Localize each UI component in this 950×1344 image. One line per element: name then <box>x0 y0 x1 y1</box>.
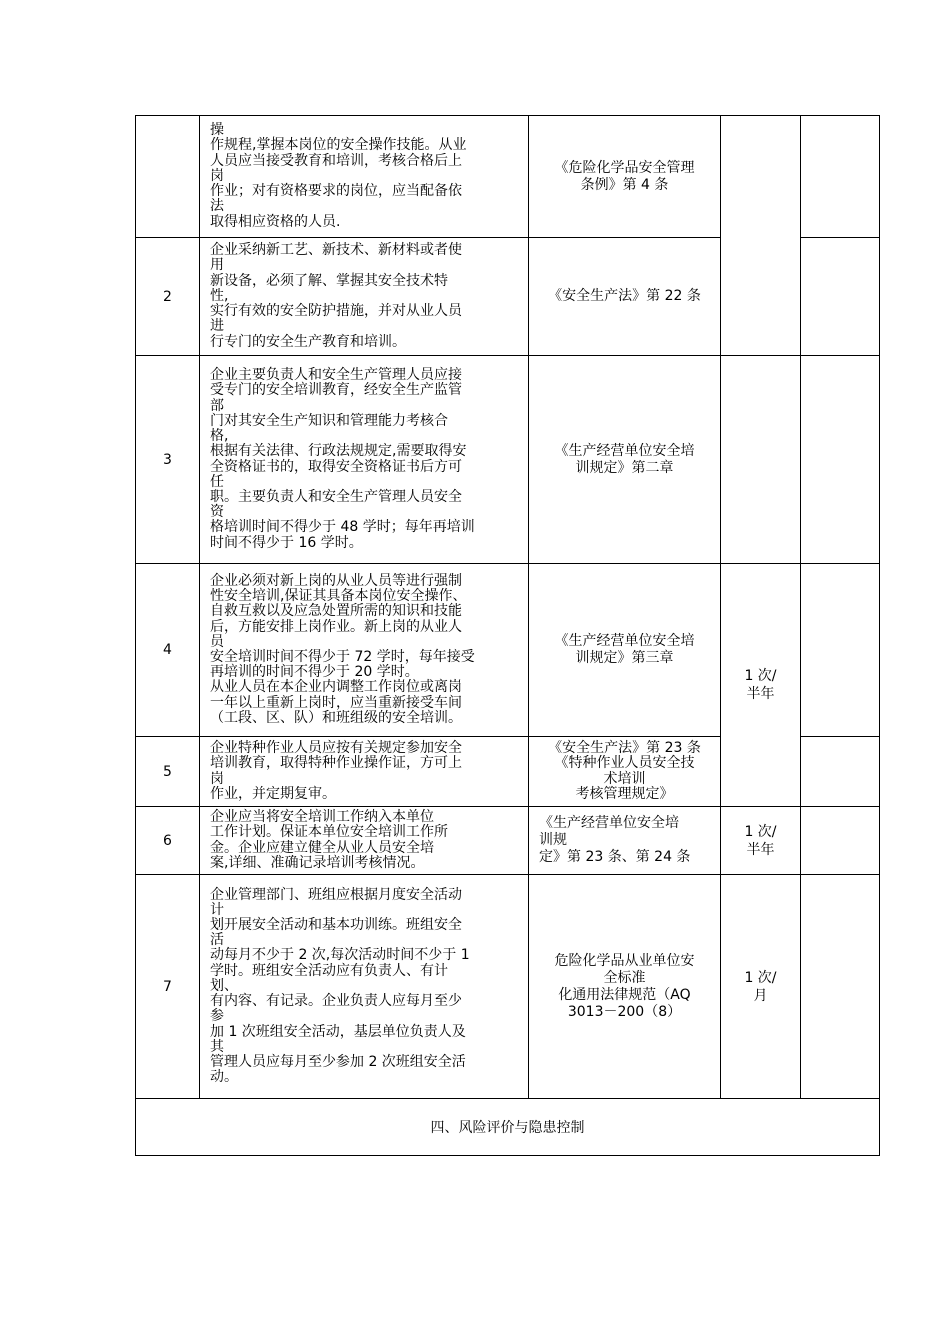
basis-line: 《安全生产法》第 23 条 <box>548 739 701 756</box>
text-line: 参 <box>210 1008 224 1025</box>
text-line: 企业主要负责人和安全生产管理人员应接 <box>210 367 462 384</box>
section-title: 四、风险评价与隐患控制 <box>136 1099 880 1156</box>
remarks-cell <box>801 356 880 564</box>
text-line: 其 <box>210 1038 224 1055</box>
remarks-cell <box>801 875 880 1099</box>
text-line: 时间不得少于 16 学时。 <box>210 534 363 551</box>
text-line: 培训教育，取得特种作业操作证，方可上 <box>210 755 462 772</box>
text-line: 进 <box>210 318 224 335</box>
legal-basis <box>529 356 721 564</box>
text-line: 企业必须对新上岗的从业人员等进行强制 <box>210 572 462 589</box>
basis-line: 训规定》第二章 <box>575 459 674 476</box>
frequency-line: 半年 <box>746 841 775 858</box>
row-number <box>136 116 200 238</box>
basis-line: 《生产经营单位安全培 <box>554 442 695 459</box>
frequency-line: 1 次/ <box>744 668 777 684</box>
text-line: 资 <box>210 504 224 521</box>
basis-line: 考核管理规定》 <box>575 786 674 802</box>
basis-line: 《生产经营单位安全培 <box>554 633 695 649</box>
legal-basis <box>529 564 721 737</box>
row-number: 4 <box>136 564 200 737</box>
text-line: 有内容、有记录。企业负责人应每月至少 <box>210 993 462 1010</box>
text-line: 门对其安全生产知识和管理能力考核合 <box>210 412 448 429</box>
text-line: 法 <box>210 198 224 215</box>
text-line: 动。 <box>210 1069 238 1086</box>
text-line: 作业，并定期复审。 <box>210 785 336 802</box>
requirement-text <box>200 116 529 238</box>
text-line: 根据有关法律、行政法规规定,需要取得安 <box>210 443 467 460</box>
legal-basis <box>529 807 721 875</box>
remarks-cell <box>801 807 880 875</box>
remarks-cell <box>801 238 880 356</box>
basis-line: 定》第 23 条、第 24 条 <box>539 849 691 865</box>
remarks-cell <box>801 564 880 737</box>
basis-line: 《生产经营单位安全培 <box>539 815 679 831</box>
text-line: 加 1 次班组安全活动，基层单位负责人及 <box>210 1023 466 1040</box>
requirement-text <box>200 238 529 356</box>
text-line: 行专门的安全生产教育和培训。 <box>210 333 406 350</box>
frequency-cell <box>721 356 801 564</box>
basis-line: 训规 <box>539 832 567 848</box>
text-line: 作规程,掌握本岗位的安全操作技能。从业 <box>210 137 467 154</box>
table-row <box>136 875 880 1099</box>
text-line: 动每月不少于 2 次,每次活动时间不少于 1 <box>210 947 470 964</box>
text-line: 工作计划。保证本单位安全培训工作所 <box>210 824 448 841</box>
legal-basis <box>529 875 721 1099</box>
basis-line: 术培训 <box>603 770 646 787</box>
text-line: 学时。班组安全活动应有负责人、有计 <box>210 962 448 979</box>
text-line: 操 <box>210 122 224 139</box>
text-line: 金。企业应建立健全从业人员安全培 <box>210 839 434 856</box>
basis-line: 《安全生产法》第 22 条 <box>548 288 701 304</box>
requirement-text <box>200 737 529 807</box>
text-line: 案,详细、准确记录培训考核情况。 <box>210 854 425 871</box>
table-row <box>136 564 880 737</box>
basis-line: 化通用法律规范（AQ <box>558 986 691 1003</box>
text-line: 企业应当将安全培训工作纳入本单位 <box>210 809 434 826</box>
text-line: 员 <box>210 633 224 650</box>
text-line: 取得相应资格的人员. <box>210 213 341 230</box>
row-number: 7 <box>136 875 200 1099</box>
text-line: 岗 <box>210 167 224 184</box>
text-line: 岗 <box>210 770 224 787</box>
frequency-line: 半年 <box>746 686 775 702</box>
text-line: 全资格证书的，取得安全资格证书后方可 <box>210 458 462 475</box>
text-line: 划开展安全活动和基本功训练。班组安全 <box>210 917 462 934</box>
text-line: 用 <box>210 257 224 274</box>
basis-line: 全标准 <box>603 969 646 986</box>
frequency-cell <box>721 875 801 1099</box>
text-line: 部 <box>210 397 224 414</box>
frequency-line: 1 次/ <box>744 823 777 840</box>
text-line: 安全培训时间不得少于 72 学时，每年接受 <box>210 649 475 665</box>
text-line: 格, <box>210 428 229 445</box>
frequency-line: 1 次/ <box>744 969 777 986</box>
text-line: 任 <box>210 473 224 490</box>
basis-line: 《特种作业人员安全技 <box>554 755 695 771</box>
text-line: 企业特种作业人员应按有关规定参加安全 <box>210 740 462 757</box>
text-line: 作业；对有资格要求的岗位，应当配备依 <box>210 183 462 200</box>
table-row <box>136 116 880 238</box>
text-line: 人员应当接受教育和培训，考核合格后上 <box>210 152 462 169</box>
legal-basis <box>529 238 721 356</box>
basis-line: 《危险化学品安全管理 <box>554 159 695 176</box>
section-header-row <box>136 1099 880 1156</box>
legal-basis <box>529 737 721 807</box>
text-line: 职。主要负责人和安全生产管理人员安全 <box>210 488 462 505</box>
frequency-cell <box>721 564 801 807</box>
frequency-line: 月 <box>753 987 768 1004</box>
requirement-text <box>200 875 529 1099</box>
text-line: 计 <box>210 901 224 918</box>
frequency-cell <box>721 807 801 875</box>
text-line: 活 <box>210 932 224 949</box>
text-line: （工段、区、队）和班组级的安全培训。 <box>210 709 462 726</box>
basis-line: 危险化学品从业单位安 <box>554 952 695 969</box>
requirement-text <box>200 564 529 737</box>
text-line: 实行有效的安全防护措施，并对从业人员 <box>210 303 462 320</box>
text-line: 再培训的时间不得少于 20 学时。 <box>210 664 419 681</box>
requirements-table <box>135 115 880 1156</box>
row-number: 3 <box>136 356 200 564</box>
row-number: 5 <box>136 737 200 807</box>
remarks-cell <box>801 116 880 238</box>
text-line: 从业人员在本企业内调整工作岗位或离岗 <box>210 679 462 696</box>
text-line: 企业管理部门、班组应根据月度安全活动 <box>210 886 462 903</box>
basis-line: 3013－200（8） <box>567 1003 682 1020</box>
text-line: 划、 <box>210 977 238 994</box>
legal-basis <box>529 116 721 238</box>
basis-line: 条例》第 4 条 <box>580 176 669 193</box>
text-line: 性, <box>210 287 229 304</box>
remarks-cell <box>801 737 880 807</box>
row-number: 6 <box>136 807 200 875</box>
requirement-text <box>200 356 529 564</box>
text-line: 格培训时间不得少于 48 学时；每年再培训 <box>210 519 475 536</box>
frequency-cell <box>721 116 801 356</box>
table-row <box>136 356 880 564</box>
basis-line: 训规定》第三章 <box>575 650 674 666</box>
row-number: 2 <box>136 238 200 356</box>
text-line: 新设备，必须了解、掌握其安全技术特 <box>210 272 448 289</box>
text-line: 管理人员应每月至少参加 2 次班组安全活 <box>210 1053 466 1070</box>
text-line: 性安全培训,保证其具备本岗位安全操作、 <box>210 588 467 605</box>
text-line: 自救互救以及应急处置所需的知识和技能 <box>210 603 462 620</box>
text-line: 受专门的安全培训教育，经安全生产监管 <box>210 382 462 399</box>
table-row <box>136 807 880 875</box>
text-line: 后，方能安排上岗作业。新上岗的从业人 <box>210 618 462 635</box>
requirement-text <box>200 807 529 875</box>
text-line: 一年以上重新上岗时，应当重新接受车间 <box>210 694 462 711</box>
text-line: 企业采纳新工艺、新技术、新材料或者使 <box>210 242 462 259</box>
